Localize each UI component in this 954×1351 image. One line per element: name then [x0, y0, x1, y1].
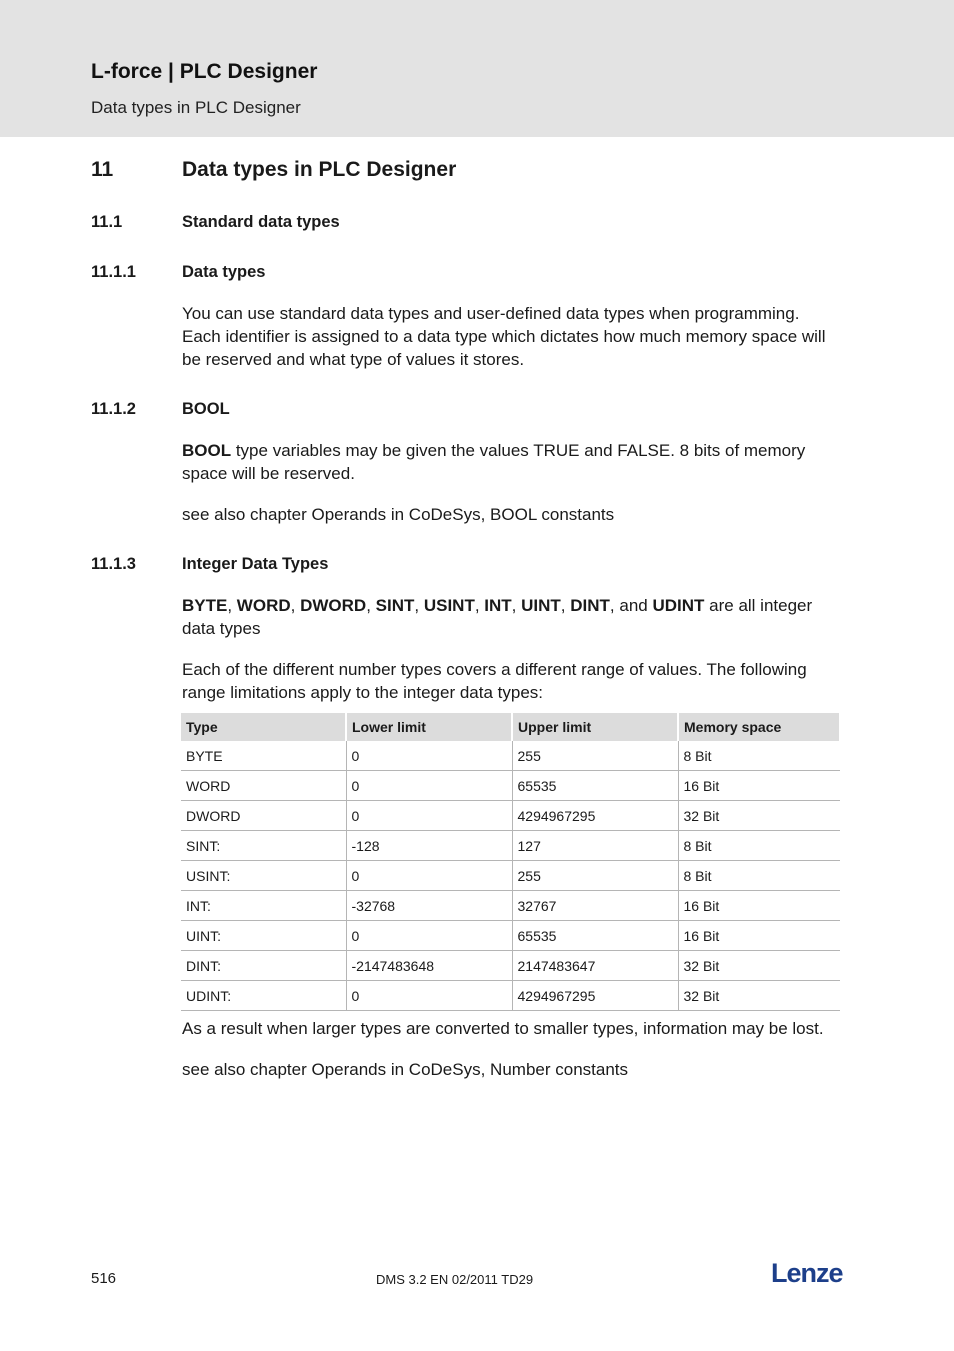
table-cell: 16 Bit	[678, 921, 840, 951]
type-keyword: WORD	[236, 596, 291, 615]
table-cell: 8 Bit	[678, 861, 840, 891]
type-keyword: DWORD	[300, 596, 367, 615]
paragraph: You can use standard data types and user-defined data types when programming. Each identifier is assigned to a data type which dictates how much memory space will be reserved and what type of values it stores.	[182, 304, 826, 369]
table-cell: WORD	[181, 771, 346, 801]
table-cell: -128	[346, 831, 512, 861]
table-cell: 127	[512, 831, 678, 861]
table-cell: 0	[346, 981, 512, 1011]
table-cell: UINT:	[181, 921, 346, 951]
section-number: 11.1.2	[91, 400, 136, 418]
table-cell: 0	[346, 921, 512, 951]
table-row	[181, 921, 840, 951]
table-cell: 65535	[512, 921, 678, 951]
table-cell: 8 Bit	[678, 741, 840, 771]
table-cell: SINT:	[181, 831, 346, 861]
logo-wordmark: Lenze	[771, 1258, 843, 1288]
table-cell: -2147483648	[346, 951, 512, 981]
type-keyword: BYTE	[182, 596, 228, 615]
column-header: Upper limit	[512, 713, 678, 741]
paragraph: As a result when larger types are converted to smaller types, information may be lost.	[182, 1019, 824, 1038]
type-keyword: DINT	[570, 596, 610, 615]
table-cell: 2147483647	[512, 951, 678, 981]
cross-reference: see also chapter Operands in CoDeSys, Number constants	[182, 1060, 629, 1079]
paragraph: BYTE, WORD, DWORD, SINT, USINT, INT, UINT, DINT, and UDINT are all integer data types	[182, 596, 813, 638]
table-cell: UDINT:	[181, 981, 346, 1011]
document-title: L-force | PLC Designer	[91, 60, 318, 83]
type-keyword: UINT	[521, 596, 561, 615]
document-subtitle: Data types in PLC Designer	[91, 98, 301, 117]
paragraph	[182, 439, 842, 485]
table-cell: 0	[346, 861, 512, 891]
table-row	[181, 891, 840, 921]
table-row	[181, 801, 840, 831]
paragraph-text: are all integer data types	[182, 596, 813, 638]
paragraph: Each of the different number types covers a different range of values. The following range limitations apply to the integer data types:	[182, 660, 807, 702]
table-cell: 255	[512, 741, 678, 771]
table-row	[181, 741, 840, 771]
table-cell: BYTE	[181, 741, 346, 771]
table-row	[181, 831, 840, 861]
table-cell: 16 Bit	[678, 771, 840, 801]
paragraph-text: type variables may be given the values TRUE and FALSE. 8 bits of memory space will be reserved.	[182, 441, 806, 483]
table-cell: 32 Bit	[678, 981, 840, 1011]
table-cell: 32 Bit	[678, 801, 840, 831]
table-cell: 65535	[512, 771, 678, 801]
type-keyword: USINT	[423, 596, 475, 615]
table-row	[181, 951, 840, 981]
lenze-logo	[771, 1258, 851, 1293]
section-number: 11.1	[91, 213, 123, 231]
table-cell: 32 Bit	[678, 951, 840, 981]
table-cell: 0	[346, 801, 512, 831]
table-cell: 0	[346, 741, 512, 771]
table-cell: 8 Bit	[678, 831, 840, 861]
column-header: Lower limit	[346, 713, 512, 741]
column-header: Memory space	[678, 713, 840, 741]
section-title: BOOL	[182, 400, 230, 418]
section-number: 11.1.1	[91, 263, 136, 281]
table-cell: INT:	[181, 891, 346, 921]
table-cell: -32768	[346, 891, 512, 921]
section-number: 11.1.3	[91, 555, 136, 573]
table-cell: 255	[512, 861, 678, 891]
cross-reference: see also chapter Operands in CoDeSys, BOOL constants	[182, 505, 615, 524]
type-keyword: SINT	[375, 596, 415, 615]
section-title: Standard data types	[182, 213, 340, 231]
section-title: Integer Data Types	[182, 555, 329, 573]
table-cell: 4294967295	[512, 801, 678, 831]
table-cell: 32767	[512, 891, 678, 921]
table-cell: DINT:	[181, 951, 346, 981]
table-row	[181, 981, 840, 1011]
section-title: Data types	[182, 263, 266, 281]
column-header: Type	[181, 713, 346, 741]
table-cell: DWORD	[181, 801, 346, 831]
bool-keyword: BOOL	[182, 441, 232, 460]
document-id: DMS 3.2 EN 02/2011 TD29	[376, 1272, 534, 1287]
section-number: 11	[91, 158, 114, 181]
table-header-row	[181, 713, 840, 741]
page-number: 516	[91, 1270, 117, 1287]
integer-types-table	[181, 713, 841, 1011]
table-cell: USINT:	[181, 861, 346, 891]
section-title: Data types in PLC Designer	[182, 158, 457, 181]
table-cell: 16 Bit	[678, 891, 840, 921]
table-row	[181, 771, 840, 801]
table-cell: 0	[346, 771, 512, 801]
table-cell: 4294967295	[512, 981, 678, 1011]
table-row	[181, 861, 840, 891]
type-keyword: INT	[484, 596, 512, 615]
type-keyword: UDINT	[652, 596, 705, 615]
